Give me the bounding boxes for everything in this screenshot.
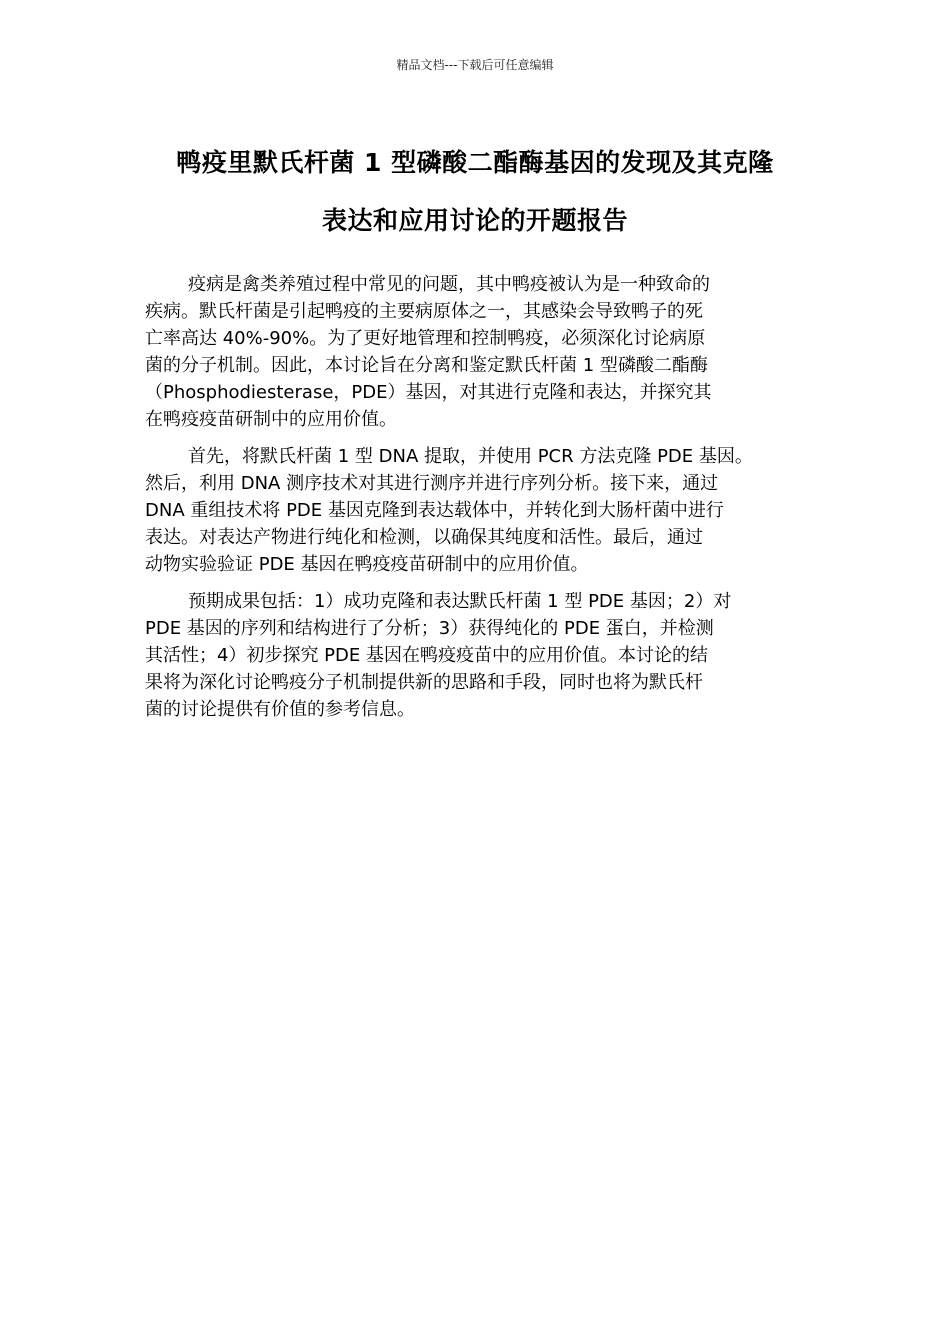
paragraph-line: 菌的分子机制。因此，本讨论旨在分离和鉴定默氏杆菌 1 型磷酸二酯酶 [145, 355, 708, 376]
paragraph-line: 菌的讨论提供有价值的参考信息。 [145, 699, 415, 720]
paragraph-line: PDE 基因的序列和结构进行了分析；3）获得纯化的 PDE 蛋白，并检测 [145, 618, 714, 639]
paragraph-line: 疫病是禽类养殖过程中常见的问题，其中鸭疫被认为是一种致命的 [188, 274, 710, 295]
paragraph-line: 在鸭疫疫苗研制中的应用价值。 [145, 409, 397, 430]
paragraph-line: （Phosphodiesterase，PDE）基因，对其进行克隆和表达，并探究其 [145, 382, 712, 403]
paragraph-line: 亡率高达 40%-90%。为了更好地管理和控制鸭疫，必须深化讨论病原 [145, 328, 706, 349]
paragraph-line: 动物实验验证 PDE 基因在鸭疫疫苗研制中的应用价值。 [145, 554, 589, 575]
document-body [145, 271, 810, 733]
paragraph-line: 其活性；4）初步探究 PDE 基因在鸭疫疫苗中的应用价值。本讨论的结 [145, 645, 708, 666]
paragraph-line: 表达。对表达产物进行纯化和检测，以确保其纯度和活性。最后，通过 [145, 527, 703, 548]
paragraph-intro [145, 271, 810, 433]
paragraph-line: 预期成果包括：1）成功克隆和表达默氏杆菌 1 型 PDE 基因；2）对 [188, 591, 732, 612]
title-line: 鸭疫里默氏杆菌 1 型磷酸二酯酶基因的发现及其克隆 [176, 148, 774, 177]
paragraph-methods [145, 443, 810, 578]
paragraph-line: DNA 重组技术将 PDE 基因克隆到表达载体中，并转化到大肠杆菌中进行 [145, 500, 724, 521]
title-line: 表达和应用讨论的开题报告 [321, 206, 628, 235]
header-note: 精品文档---下载后可任意编辑 [396, 58, 554, 72]
paragraph-line: 疾病。默氏杆菌是引起鸭疫的主要病原体之一，其感染会导致鸭子的死 [145, 301, 703, 322]
paragraph-expected-results [145, 588, 810, 723]
paragraph-line: 果将为深化讨论鸭疫分子机制提供新的思路和手段，同时也将为默氏杆 [145, 672, 703, 693]
paragraph-line: 然后，利用 DNA 测序技术对其进行测序并进行序列分析。接下来，通过 [145, 473, 719, 494]
document-title [130, 134, 820, 250]
paragraph-line: 首先，将默氏杆菌 1 型 DNA 提取，并使用 PCR 方法克隆 PDE 基因。 [188, 446, 753, 467]
